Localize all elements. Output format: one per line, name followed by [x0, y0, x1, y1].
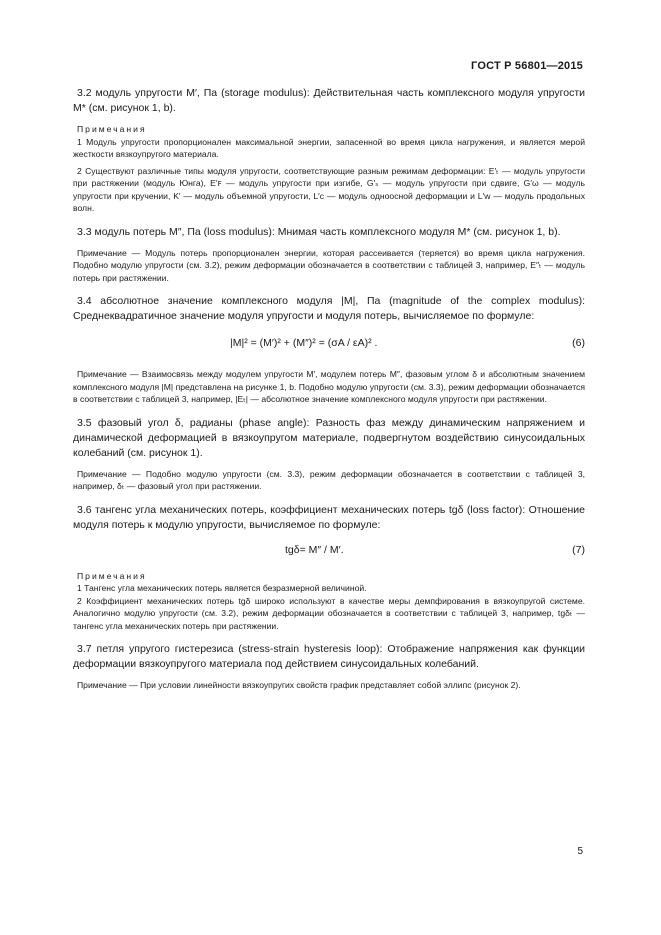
document-id: ГОСТ Р 56801—2015 [471, 60, 583, 72]
section-3-2: 3.2 модуль упругости M′, Па (storage modulus): Действительная часть комплексного модуля упругости M* (см. рисунок 1, b). [73, 87, 585, 114]
page-number: 5 [577, 846, 583, 857]
formula-6-expression: |M|² = (M′)² + (M″)² = (σA / εA)² . [230, 337, 378, 349]
section-3-6: 3.6 тангенс угла механических потерь, коэффициент механических потерь tgδ (loss factor): Отношение модуля потерь к модулю упругости, вычисляемое по формуле: [73, 503, 585, 531]
formula-7-number: (7) [572, 543, 585, 556]
page-content [73, 86, 585, 692]
note-3-5: Примечание — Подобно модулю упругости (см. 3.3), режим деформации обозначается в соответствии с таблицей 3, например, δₜ — фазовый угол при растяжении. [73, 468, 585, 491]
formula-7-expression: tgδ= M″ / M′. [285, 543, 344, 556]
formula-7 [73, 533, 585, 563]
note-3-6-2: 2 Коэффициент механических потерь tgδ широко используют в качестве меры демпфирования в вязкоупругой системе. Аналогично модулю упругости (см. 3.2), режим деформации обозначается в соответствии с таблицей 3, например, tgδₜ — тангенс угла механических потерь при растяжении. [73, 595, 585, 631]
note-3-2-2: 2 Существуют различные типы модуля упругости, соответствующие разным режимам деформации: E′ₜ — модуль упругости при растяжении (модуль Юнга), E′ꜰ — модуль упругости при изгибе, G′ₛ — модуль упругости при сдвиге, G′ω — модуль упругости при кручении, K′ — модуль объемной упругости, L′ᴄ — модуль одноосной деформации и L′ᴡ — модуль продольных волн. [73, 165, 585, 213]
note-3-6-1: 1 Тангенс угла механических потерь является безразмерной величиной. [77, 583, 367, 593]
section-3-5: 3.5 фазовый угол δ, радианы (phase angle): Разность фаз между динамическим напряжением и динамической деформацией в вязкоупругом материале, подвергнутом воздействию синусоидальных колебаний (см. рисунок 1). [73, 416, 585, 459]
notes-title-3-6: Примечания [77, 570, 147, 581]
formula-6-number: (6) [572, 337, 585, 349]
section-3-7: 3.7 петля упругого гистерезиса (stress-strain hysteresis loop): Отображение напряжения как функции деформации вязкоупругого материала под действием синусоидальных колебаний. [73, 643, 585, 670]
section-3-3: 3.3 модуль потерь M″, Па (loss modulus): Мнимая часть комплексного модуля M* (см. рисунок 1, b). [77, 225, 561, 238]
note-3-7: Примечание — При условии линейности вязкоупругих свойств график представляет собой эллипс (рисунок 2). [77, 680, 521, 690]
section-3-4: 3.4 абсолютное значение комплексного модуля |M|, Па (magnitude of the complex modulus): Среднеквадратичное значение модуля упругости и модуля потерь, вычисляемое по формуле: [73, 295, 585, 322]
note-3-4: Примечание — Взаимосвязь между модулем упругости M′, модулем потерь M″, фазовым углом δ и абсолютным значением комплексного модуля |M| представлена на рисунке 1, b. Подобно модулю упругости (см. 3.3), режим деформации обозначается в соответствии с таблицей 3, например, |Eₜ| — абсолютное значение комплексного модуля упругости при растяжении. [73, 369, 585, 404]
formula-6 [73, 324, 585, 358]
note-3-3: Примечание — Модуль потерь пропорционален энергии, которая рассеивается (теряется) во время цикла нагружения. Подобно модулю упругости (см. 3.2), режим деформации обозначается в соответствии с таблицей 3, например, E″ₜ — модуль потерь при растяжении. [73, 247, 585, 283]
notes-title-3-2: Примечания [77, 124, 147, 134]
note-3-2-1: 1 Модуль упругости пропорционален максимальной энергии, запасенной во время цикла нагружения, и является мерой жесткости вязкоупругого материала. [73, 136, 585, 159]
